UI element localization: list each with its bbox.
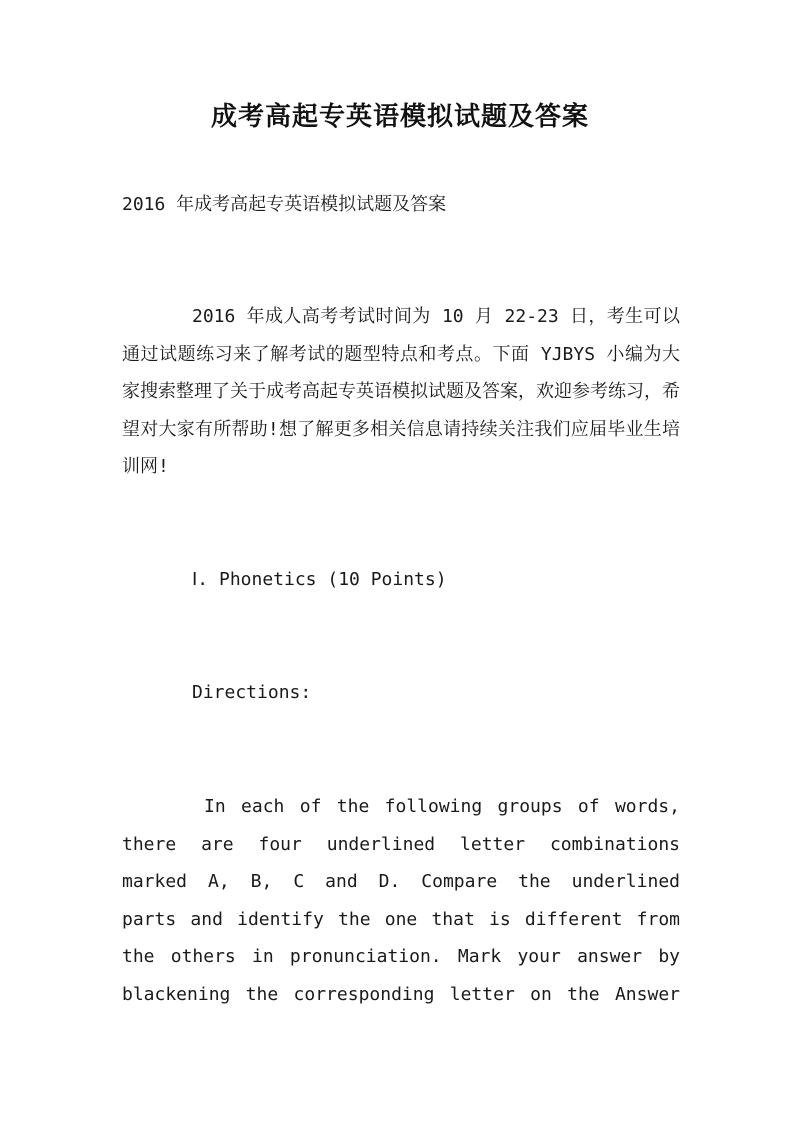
- document-subtitle: 2016 年成考高起专英语模拟试题及答案: [122, 194, 447, 215]
- intro-paragraph: 2016 年成人高考考试时间为 10 月 22-23 日，考生可以通过试题练习来了解考试的题型特点和考点。下面 YJBYS 小编为大家搜索整理了关于成考高起专英语模拟试题及答案，欢迎参考练习，希望对大家有所帮助!想了解更多相关信息请持续关注我们应届毕业生培训网!: [122, 306, 680, 477]
- page-title: 成考高起专英语模拟试题及答案: [210, 102, 589, 132]
- instructions-paragraph: In each of the following groups of words, there are four underlined letter combinations marked A, B, C and D. Compare the underlined parts and identify the one that is different from the others in pronunciation. Mark your answer by blackening the corresponding letter on the Answer: [122, 796, 680, 1005]
- section-heading: Ⅰ. Phonetics (10 Points): [192, 569, 447, 590]
- directions-label: Directions:: [192, 682, 312, 703]
